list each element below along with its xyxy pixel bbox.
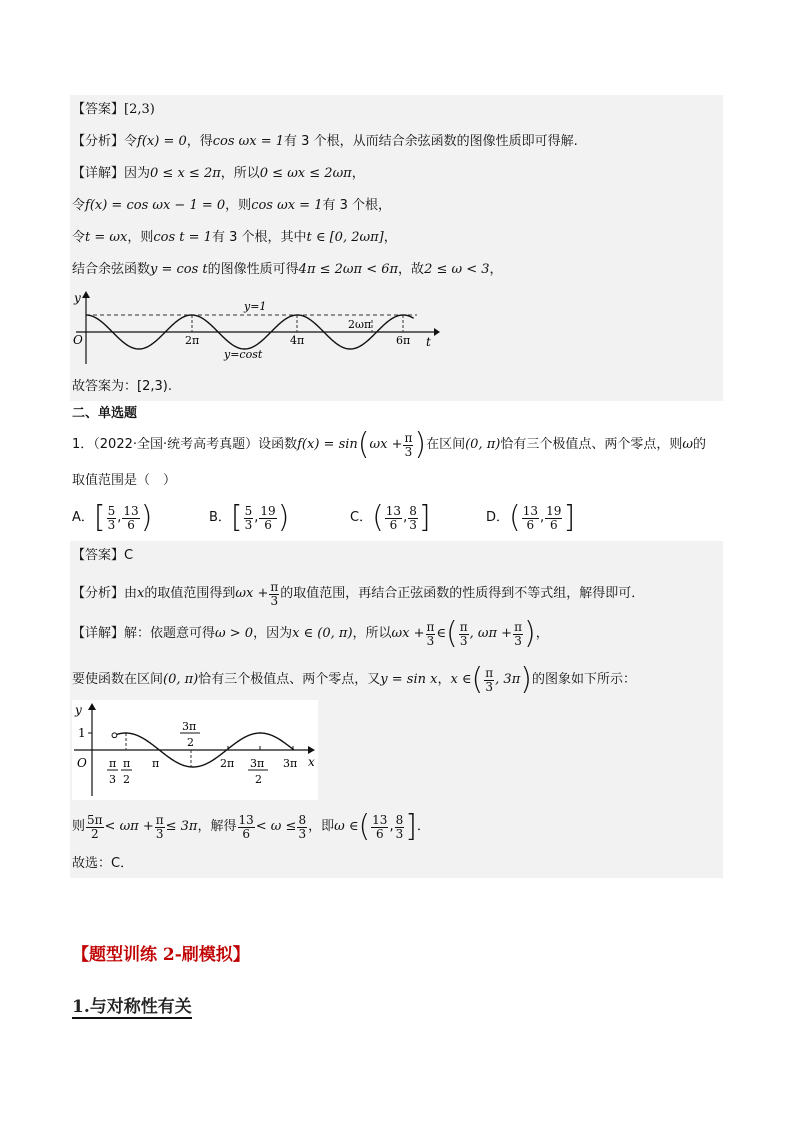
text: 的 <box>692 437 706 452</box>
fraction <box>155 814 165 841</box>
text: 的图象如下所示： <box>531 672 636 687</box>
numerator: π <box>270 579 279 594</box>
math-expr: ωx + <box>235 586 269 601</box>
origin-label: O <box>77 756 87 770</box>
fraction <box>107 505 117 532</box>
text: ，所以 <box>220 166 260 181</box>
math-expr: 4π ≤ 2ωπ < 6π <box>298 262 399 277</box>
fraction <box>385 505 402 532</box>
bracket: [ <box>230 500 243 535</box>
numerator: 13 <box>238 812 254 827</box>
option-d[interactable]: D． ( $\frac{13}{6}$ , $\frac{19}{6}$ ] <box>486 500 576 535</box>
numerator: 5 <box>107 503 116 518</box>
denominator: 3 <box>426 633 435 648</box>
detail-line-4 <box>72 261 503 279</box>
math-expr: f(x) = sin <box>297 437 358 452</box>
answer-value: [2,3) <box>124 102 155 117</box>
detail-label: 【详解】 <box>72 626 125 641</box>
math-expr: ∈ <box>436 626 447 641</box>
answer-value: C <box>124 548 134 563</box>
practice-heading: 【题型训练 2-刷模拟】 <box>72 945 250 965</box>
text: 在区间 <box>426 437 466 452</box>
option-label: D． <box>486 510 510 525</box>
text: 的取值范围，再结合正弦函数的性质得到不等式组，解得即可． <box>280 586 645 601</box>
denominator: 6 <box>549 517 558 532</box>
pi2-num: π <box>123 757 131 770</box>
y-axis-label: y <box>74 291 81 305</box>
text: ， <box>437 672 451 687</box>
option-label: B． <box>209 510 231 525</box>
numerator: 8 <box>409 503 417 518</box>
open-endpoint <box>112 733 117 738</box>
denominator: 3 <box>409 517 417 532</box>
detail-line-b1 <box>72 618 549 650</box>
answer-line-1 <box>72 101 155 119</box>
math-expr: f(x) = 0 <box>137 134 187 149</box>
fraction <box>259 505 276 532</box>
denominator: 6 <box>264 517 272 532</box>
math-expr: f(x) = cos ωx − 1 = 0 <box>85 198 226 213</box>
one-label: 1 <box>78 726 86 740</box>
right-paren: ) <box>520 662 532 697</box>
text: 结合余弦函数 <box>72 262 151 277</box>
y1-label: y=1 <box>244 300 267 313</box>
math-expr: ωx + <box>369 437 403 452</box>
numerator: π <box>514 619 522 634</box>
fraction <box>371 814 388 841</box>
numerator: π <box>404 430 413 445</box>
text: 则 <box>72 819 86 834</box>
denominator: 3 <box>459 633 468 648</box>
math-expr: ω > 0 <box>215 626 254 641</box>
x-axis-arrow <box>308 746 315 754</box>
y-axis-arrow <box>82 291 90 298</box>
denominator: 3 <box>270 593 279 608</box>
text: ， <box>535 626 549 641</box>
numerator: 13 <box>522 503 539 518</box>
math-expr: ωx + <box>391 626 425 641</box>
origin-label: O <box>73 333 83 347</box>
numerator: 5π <box>87 812 103 827</box>
question-line-1 <box>72 427 706 462</box>
three-pi-label: 3π <box>283 757 298 770</box>
math-expr: (0, π) <box>465 437 501 452</box>
math-expr: t ∈ [0, 2ωπ] <box>306 230 384 245</box>
text: 取值范围是（ ） <box>72 473 177 488</box>
text: 令 <box>72 230 86 245</box>
text: ，即 <box>308 819 335 834</box>
text: 有 3 个根，从而结合余弦函数的图像性质即可得解. <box>284 134 578 149</box>
numerator: π <box>426 619 435 634</box>
numerator: π <box>459 619 468 634</box>
y-axis-label: y <box>75 703 82 717</box>
section-heading <box>72 405 137 423</box>
detail-line-b3: 则 $\frac{5\pi}{2}$ < ωπ + $\frac{\pi}{3}$ ≤ 3π ，解得 $\frac{13}{6}$ < ω ≤ $\frac{8}{3}$ ，即 ω ∈ ( $\frac{13}{6}$ , $\frac{8}{3}$ ] ． <box>72 809 430 844</box>
numerator: 5 <box>244 503 253 518</box>
text: ，得 <box>186 134 213 149</box>
numerator: 13 <box>385 503 402 518</box>
text: ，解得 <box>197 819 237 834</box>
top-num: 3π <box>182 720 197 733</box>
section-heading-text: 二、单选题 <box>72 406 138 421</box>
text: ， <box>351 166 365 181</box>
right-paren: ) <box>414 427 427 462</box>
topic-heading: 1.与对称性有关 <box>72 992 192 1019</box>
denominator: 6 <box>389 517 398 532</box>
option-b[interactable]: B． [ $\frac{5}{3}$ , $\frac{19}{6}$ ) <box>209 500 290 535</box>
pi-label: π <box>152 757 160 770</box>
math-expr: t = ωx <box>85 230 128 245</box>
text: 因为 <box>124 166 151 181</box>
question-line-2 <box>72 472 176 490</box>
math-expr: , ωπ + <box>469 626 513 641</box>
math-expr: x <box>137 586 145 601</box>
left-paren: ( <box>471 662 484 697</box>
text: 恰有三个极值点、两个零点，又 <box>198 672 381 687</box>
fraction <box>86 814 104 841</box>
bracket: ] <box>563 500 576 535</box>
fraction <box>513 621 523 648</box>
detail-line-3 <box>72 229 397 247</box>
fraction <box>403 432 413 459</box>
math-expr: 2 ≤ ω < 3 <box>424 262 490 277</box>
denominator: 3 <box>485 679 494 694</box>
tick-6pi: 6π <box>396 334 411 347</box>
top-den: 2 <box>187 736 194 749</box>
y-axis-arrow <box>88 703 96 710</box>
analysis-line-1 <box>72 133 578 151</box>
answer-label: 【答案】 <box>72 548 125 563</box>
math-expr: , 3π <box>495 672 521 687</box>
fraction <box>426 621 436 648</box>
denominator: 3 <box>244 517 253 532</box>
two-pi-label: 2π <box>220 757 235 770</box>
denominator: 3 <box>404 444 413 459</box>
t-axis-arrow <box>434 328 440 336</box>
math-expr: 0 ≤ x ≤ 2π <box>150 166 221 181</box>
answer-line-2 <box>72 547 133 565</box>
conclusion-line-2 <box>72 855 133 873</box>
detail-line-1 <box>72 165 365 183</box>
numerator: 8 <box>298 812 307 827</box>
denominator: 6 <box>375 826 384 841</box>
conclusion-line-1 <box>72 378 172 396</box>
text: 令 <box>72 198 86 213</box>
math-expr: y = cos t <box>150 262 208 277</box>
text: 有 3 个根， <box>322 198 392 213</box>
numerator: π <box>485 665 494 680</box>
text: ，故 <box>398 262 425 277</box>
math-expr: < ωπ + <box>104 819 154 834</box>
math-expr: (0, π) <box>163 672 199 687</box>
bracket: ( <box>372 500 384 535</box>
fraction <box>395 814 405 841</box>
tick-2pi: 2π <box>185 334 200 347</box>
fraction <box>484 667 494 694</box>
conclusion-text: 故答案为：[2,3). <box>72 379 172 394</box>
right-paren: ) <box>523 616 536 651</box>
numerator: 13 <box>372 812 388 827</box>
text: 的图像性质可得 <box>207 262 299 277</box>
math-expr: cos ωx = 1 <box>251 198 323 213</box>
pi3-den: 3 <box>109 773 116 786</box>
left-paren: ( <box>357 427 370 462</box>
fraction <box>238 814 255 841</box>
curve-label: y=cost <box>224 348 263 361</box>
analysis-label: 【分析】 <box>72 134 125 149</box>
numerator: 19 <box>260 503 276 518</box>
numerator: 8 <box>395 812 404 827</box>
text: 要使函数在区间 <box>72 672 164 687</box>
analysis-label: 【分析】 <box>72 586 125 601</box>
fraction <box>545 505 562 532</box>
text: 的取值范围得到 <box>144 586 236 601</box>
left-paren: ( <box>446 616 458 651</box>
text: ， <box>383 230 397 245</box>
fraction <box>244 505 254 532</box>
denominator: 3 <box>298 826 307 841</box>
denominator: 2 <box>90 826 99 841</box>
denominator: 6 <box>242 826 250 841</box>
math-expr: ≤ 3π <box>165 819 198 834</box>
t-axis-label: t <box>426 335 431 349</box>
text: 有 3 个根，其中 <box>211 230 307 245</box>
right-bracket: ] <box>405 809 417 844</box>
option-a[interactable]: A． [ $\frac{5}{3}$ , $\frac{13}{6}$ ) <box>72 500 153 535</box>
denominator: 3 <box>107 517 116 532</box>
text: 由 <box>124 586 138 601</box>
bracket: ) <box>140 500 153 535</box>
bracket: ] <box>418 500 431 535</box>
math-expr: y = sin x <box>380 672 438 687</box>
math-expr: ω ∈ <box>334 819 359 834</box>
fraction <box>297 814 307 841</box>
sine-graph <box>72 700 318 800</box>
text: ，则 <box>127 230 154 245</box>
denominator: 3 <box>395 826 404 841</box>
text: ，因为 <box>253 626 293 641</box>
w-label: 2ωπ <box>348 318 372 331</box>
bracket: ) <box>277 500 290 535</box>
detail-line-2 <box>72 197 391 215</box>
fraction <box>522 505 539 532</box>
numerator: 13 <box>123 503 139 518</box>
text: 恰有三个极值点、两个零点，则 <box>500 437 683 452</box>
pi2-den: 2 <box>123 773 130 786</box>
question-prefix: 1．（2022·全国·统考高考真题）设函数 <box>72 437 298 452</box>
fraction <box>459 621 469 648</box>
math-expr: cos ωx = 1 <box>212 134 285 149</box>
fraction <box>269 581 279 608</box>
tick-4pi: 4π <box>290 334 305 347</box>
option-label: A． <box>72 510 94 525</box>
math-expr: < ω ≤ <box>255 819 297 834</box>
math-expr: x ∈ (0, π) <box>292 626 353 641</box>
text: ，则 <box>225 198 252 213</box>
cosine-graph <box>72 290 440 366</box>
math-expr: x ∈ <box>450 672 472 687</box>
bracket: ( <box>509 500 521 535</box>
text: ． <box>416 819 430 834</box>
text: 解：依题意可得 <box>124 626 216 641</box>
text: 令 <box>124 134 138 149</box>
denominator: 6 <box>127 517 135 532</box>
fraction <box>122 505 139 532</box>
pi3-num: π <box>109 757 117 770</box>
conclusion-text: 故选：C． <box>72 856 134 871</box>
b-num: 3π <box>250 757 265 770</box>
b-den: 2 <box>255 773 262 786</box>
detail-label: 【详解】 <box>72 166 125 181</box>
math-expr: cos t = 1 <box>153 230 212 245</box>
denominator: 6 <box>526 517 535 532</box>
x-axis-label: x <box>308 755 315 769</box>
denominator: 3 <box>514 633 522 648</box>
text: ，所以 <box>352 626 392 641</box>
detail-line-b2 <box>72 664 636 696</box>
bracket: [ <box>93 500 106 535</box>
options-row <box>72 500 722 536</box>
math-expr: ω <box>682 437 693 452</box>
fraction <box>408 505 418 532</box>
option-label: C． <box>350 510 373 525</box>
numerator: 19 <box>546 503 562 518</box>
text: ， <box>489 262 503 277</box>
math-expr: 0 ≤ ωx ≤ 2ωπ <box>259 166 352 181</box>
denominator: 3 <box>155 826 164 841</box>
analysis-line-2 <box>72 580 644 608</box>
left-paren: ( <box>358 809 371 844</box>
option-c[interactable]: C． ( $\frac{13}{6}$ , $\frac{8}{3}$ ] <box>350 500 431 535</box>
answer-label: 【答案】 <box>72 102 125 117</box>
numerator: π <box>155 812 164 827</box>
